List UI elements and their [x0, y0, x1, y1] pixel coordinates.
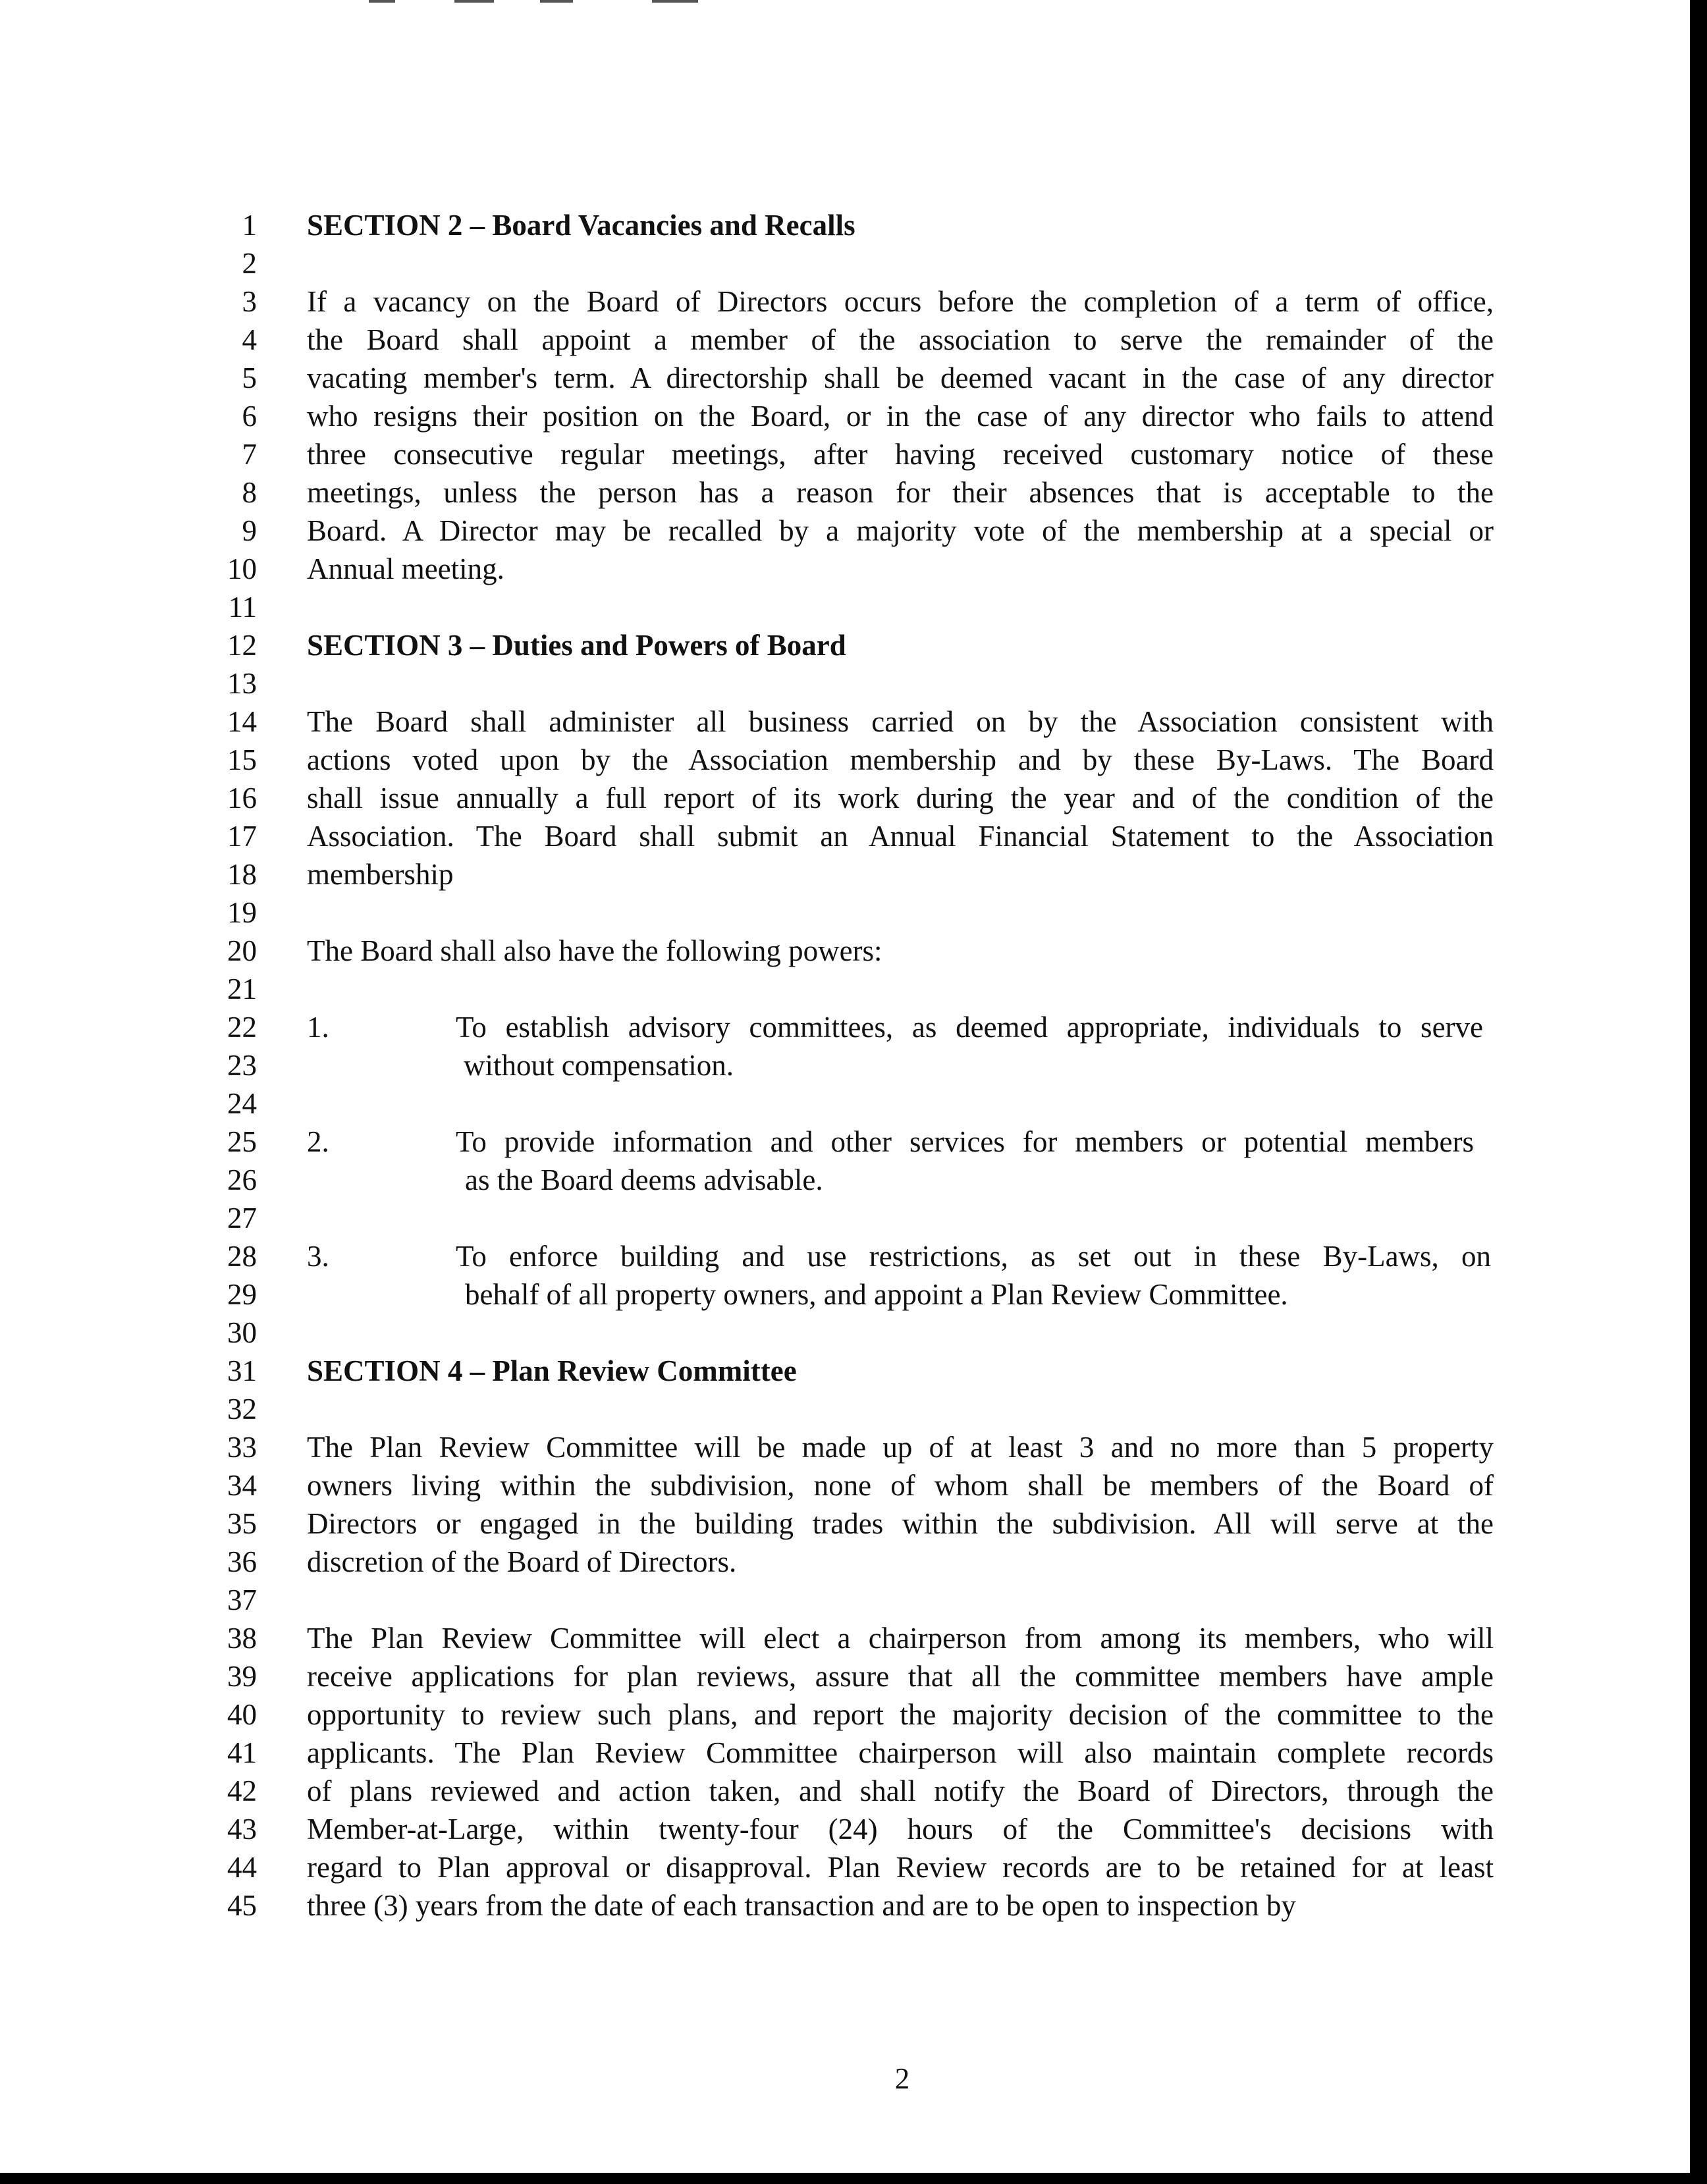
- line-number: 2: [242, 247, 257, 280]
- line-number: 9: [242, 514, 257, 547]
- line-number: 12: [227, 629, 257, 662]
- list-item-text: behalf of all property owners, and appoint a Plan Review Committee.: [465, 1278, 1288, 1311]
- page-number: 2: [894, 2062, 910, 2095]
- line-number: 24: [227, 1087, 257, 1120]
- body-text: The Plan Review Committee will be made up of at least 3 and no more than 5 property: [307, 1431, 1494, 1464]
- line-number: 19: [227, 896, 257, 929]
- doc-line: [0, 1428, 1707, 1466]
- doc-line: [0, 1084, 1707, 1123]
- list-item-number: 2.: [307, 1125, 329, 1158]
- line-number: 1: [242, 209, 257, 242]
- body-text: The Board shall administer all business carried on by the Association consistent with: [307, 705, 1494, 738]
- doc-line: [0, 1810, 1707, 1848]
- doc-line: [0, 1772, 1707, 1810]
- doc-line: [0, 932, 1707, 970]
- line-number: 10: [227, 552, 257, 585]
- doc-line: [0, 1657, 1707, 1695]
- line-number: 29: [227, 1278, 257, 1311]
- body-text: opportunity to review such plans, and report the majority decision of the committee to the: [307, 1698, 1494, 1731]
- doc-line: [0, 359, 1707, 397]
- body-text: applicants. The Plan Review Committee chairperson will also maintain complete records: [307, 1736, 1494, 1769]
- line-number: 27: [227, 1202, 257, 1235]
- doc-line: [0, 703, 1707, 741]
- doc-line: [0, 817, 1707, 855]
- body-text: Annual meeting.: [307, 552, 504, 585]
- body-text: actions voted upon by the Association membership and by these By-Laws. The Board: [307, 743, 1494, 776]
- scan-artifacts: [369, 0, 764, 4]
- line-number: 18: [227, 858, 257, 891]
- doc-line: [0, 1695, 1707, 1734]
- doc-line: [0, 1161, 1707, 1199]
- doc-line: [0, 893, 1707, 932]
- doc-line: [0, 244, 1707, 282]
- line-number: 16: [227, 782, 257, 814]
- line-number: 21: [227, 972, 257, 1005]
- line-number: 22: [227, 1011, 257, 1044]
- doc-line: [0, 512, 1707, 550]
- body-text: Board. A Director may be recalled by a majority vote of the membership at a special or: [307, 514, 1494, 547]
- line-number: 40: [227, 1698, 257, 1731]
- line-number: 33: [227, 1431, 257, 1464]
- body-text: discretion of the Board of Directors.: [307, 1545, 737, 1578]
- doc-line: [0, 1314, 1707, 1352]
- doc-line: [0, 1505, 1707, 1543]
- line-number: 11: [228, 591, 257, 624]
- body-text: membership: [307, 858, 454, 891]
- line-number: 3: [242, 285, 257, 318]
- doc-line: [0, 1275, 1707, 1314]
- body-text: of plans reviewed and action taken, and shall notify the Board of Directors, through the: [307, 1774, 1494, 1807]
- line-number: 8: [242, 476, 257, 509]
- line-number: 41: [227, 1736, 257, 1769]
- line-number: 14: [227, 705, 257, 738]
- list-item: [0, 1237, 1707, 1275]
- line-number: 39: [227, 1660, 257, 1693]
- line-number: 25: [227, 1125, 257, 1158]
- body-text: who resigns their position on the Board, or in the case of any director who fails to attend: [307, 400, 1494, 433]
- body-text: Association. The Board shall submit an Annual Financial Statement to the Association: [307, 820, 1494, 853]
- doc-line: [0, 321, 1707, 359]
- body-text: meetings, unless the person has a reason for their absences that is acceptable to the: [307, 476, 1494, 509]
- line-number: 4: [242, 323, 257, 356]
- line-number: 15: [227, 743, 257, 776]
- list-item-text: as the Board deems advisable.: [465, 1163, 823, 1196]
- body-text: owners living within the subdivision, none of whom shall be members of the Board of: [307, 1469, 1494, 1502]
- doc-line: [0, 626, 1707, 664]
- doc-line: [0, 1619, 1707, 1657]
- line-number: 36: [227, 1545, 257, 1578]
- line-number: 34: [227, 1469, 257, 1502]
- line-number: 20: [227, 934, 257, 967]
- line-number: 13: [227, 667, 257, 700]
- doc-line: [0, 1390, 1707, 1428]
- doc-line: [0, 588, 1707, 626]
- doc-line: [0, 550, 1707, 588]
- doc-line: [0, 397, 1707, 435]
- line-number: 44: [227, 1851, 257, 1884]
- doc-line: [0, 1352, 1707, 1390]
- line-number: 45: [227, 1889, 257, 1922]
- doc-line: [0, 1466, 1707, 1505]
- line-number: 35: [227, 1507, 257, 1540]
- doc-line: [0, 664, 1707, 703]
- section-heading: SECTION 4 – Plan Review Committee: [307, 1354, 797, 1387]
- line-number: 43: [227, 1813, 257, 1846]
- line-number: 38: [227, 1622, 257, 1655]
- body-text: Member-at-Large, within twenty-four (24) hours of the Committee's decisions with: [307, 1813, 1494, 1846]
- line-number: 37: [227, 1584, 257, 1616]
- body-text: three consecutive regular meetings, after having received customary notice of these: [307, 438, 1494, 471]
- doc-line: [0, 741, 1707, 779]
- list-item-text: To establish advisory committees, as deemed appropriate, individuals to serve: [456, 1011, 1483, 1044]
- line-number: 31: [227, 1354, 257, 1387]
- doc-line: [0, 779, 1707, 817]
- doc-line: [0, 1543, 1707, 1581]
- doc-line: [0, 473, 1707, 512]
- body-text: regard to Plan approval or disapproval. Plan Review records are to be retained for at least: [307, 1851, 1494, 1884]
- line-number: 26: [227, 1163, 257, 1196]
- line-number: 32: [227, 1393, 257, 1425]
- line-number: 28: [227, 1240, 257, 1273]
- doc-line: [0, 855, 1707, 893]
- list-item-text: without compensation.: [464, 1049, 734, 1082]
- doc-line: [0, 1734, 1707, 1772]
- list-item-number: 1.: [307, 1011, 329, 1044]
- doc-line: [0, 282, 1707, 321]
- body-text: three (3) years from the date of each transaction and are to be open to inspection by: [307, 1889, 1296, 1922]
- doc-line: [0, 1046, 1707, 1084]
- list-item-text: To enforce building and use restrictions, as set out in these By-Laws, on: [456, 1240, 1491, 1273]
- line-number: 7: [242, 438, 257, 471]
- body-text: vacating member's term. A directorship shall be deemed vacant in the case of any director: [307, 361, 1494, 394]
- body-text: shall issue annually a full report of its work during the year and of the condition of the: [307, 782, 1494, 814]
- line-number: 6: [242, 400, 257, 433]
- body-text: The Plan Review Committee will elect a chairperson from among its members, who will: [307, 1622, 1494, 1655]
- doc-line: [0, 206, 1707, 244]
- doc-line: [0, 1848, 1707, 1886]
- line-number: 5: [242, 361, 257, 394]
- scan-border-bottom: [0, 2173, 1707, 2184]
- list-item-text: To provide information and other services for members or potential members: [456, 1125, 1474, 1158]
- list-item-number: 3.: [307, 1240, 329, 1273]
- section-heading: SECTION 3 – Duties and Powers of Board: [307, 629, 846, 662]
- body-text: The Board shall also have the following powers:: [307, 934, 882, 967]
- line-number: 42: [227, 1774, 257, 1807]
- list-item: [0, 1123, 1707, 1161]
- body-text: the Board shall appoint a member of the association to serve the remainder of the: [307, 323, 1494, 356]
- doc-line: [0, 435, 1707, 473]
- line-number: 17: [227, 820, 257, 853]
- doc-line: [0, 1581, 1707, 1619]
- section-heading: SECTION 2 – Board Vacancies and Recalls: [307, 209, 855, 242]
- list-item: [0, 1008, 1707, 1046]
- doc-line: [0, 970, 1707, 1008]
- doc-line: [0, 1886, 1707, 1925]
- line-number: 30: [227, 1316, 257, 1349]
- body-text: Directors or engaged in the building trades within the subdivision. All will serve at the: [307, 1507, 1494, 1540]
- body-text: receive applications for plan reviews, assure that all the committee members have ample: [307, 1660, 1494, 1693]
- line-number: 23: [227, 1049, 257, 1082]
- doc-line: [0, 1199, 1707, 1237]
- body-text: If a vacancy on the Board of Directors occurs before the completion of a term of office,: [307, 285, 1494, 318]
